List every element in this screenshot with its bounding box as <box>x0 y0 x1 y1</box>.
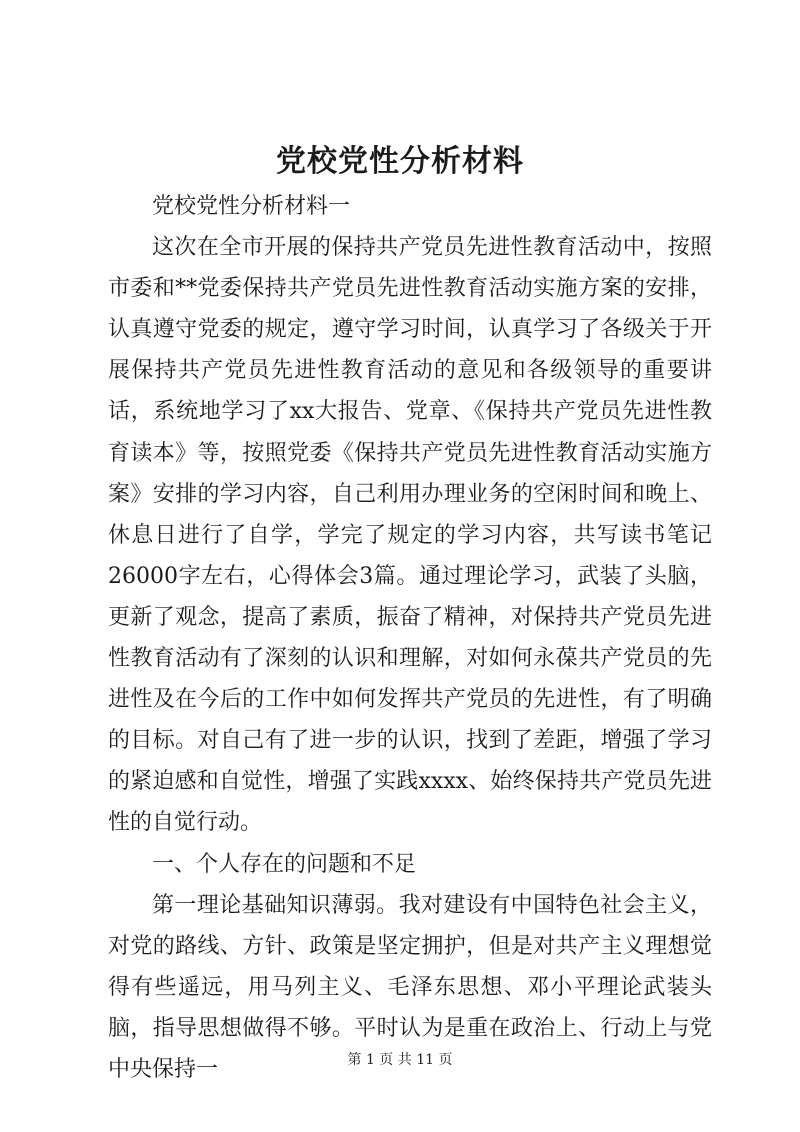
page-footer: 第 1 页 共 11 页 <box>347 1052 453 1068</box>
body-paragraph: 这次在全市开展的保持共产党员先进性教育活动中，按照市委和**党委保持共产党员先进性教育活动实施方案的安排，认真遵守党委的规定，遵守学习时间，认真学习了各级关于开展保持共产党员先进性教育活动的意见和各级领导的重要讲话，系统地学习了xx大报告、党章、《保持共产党员先进性教育读本》等，按照党委《保持共产党员先进性教育活动实施方案》安排的学习内容，自己利用办理业务的空闲时间和晚上、休息日进行了自学，学完了规定的学习内容，共写读书笔记26000字左右，心得体会3篇。通过理论学习，武装了头脑，更新了观念，提高了素质，振奋了精神，对保持共产党员先进性教育活动有了深刻的认识和理解，对如何永葆共产党员的先进性及在今后的工作中如何发挥共产党员的先进性，有了明确的目标。对自己有了进一步的认识，找到了差距，增强了学习的紧迫感和自觉性，增强了实践xxxx、始终保持共产党员先进性的自觉行动。 <box>108 235 712 836</box>
body-paragraph: 第一理论基础知识薄弱。我对建设有中国特色社会主义，对党的路线、方针、政策是坚定拥护，但是对共产主义理想觉得有些遥远，用马列主义、毛泽东思想、邓小平理论武装头脑，指导思想做得不够。平时认为是重在政治上、行动上与党中央保持一 <box>108 892 712 1082</box>
section-heading: 一、个人存在的问题和不足 <box>152 851 417 877</box>
section-subtitle: 党校党性分析材料一 <box>152 194 351 219</box>
document-title: 党校党性分析材料 <box>276 144 524 179</box>
document-body <box>108 186 712 1090</box>
